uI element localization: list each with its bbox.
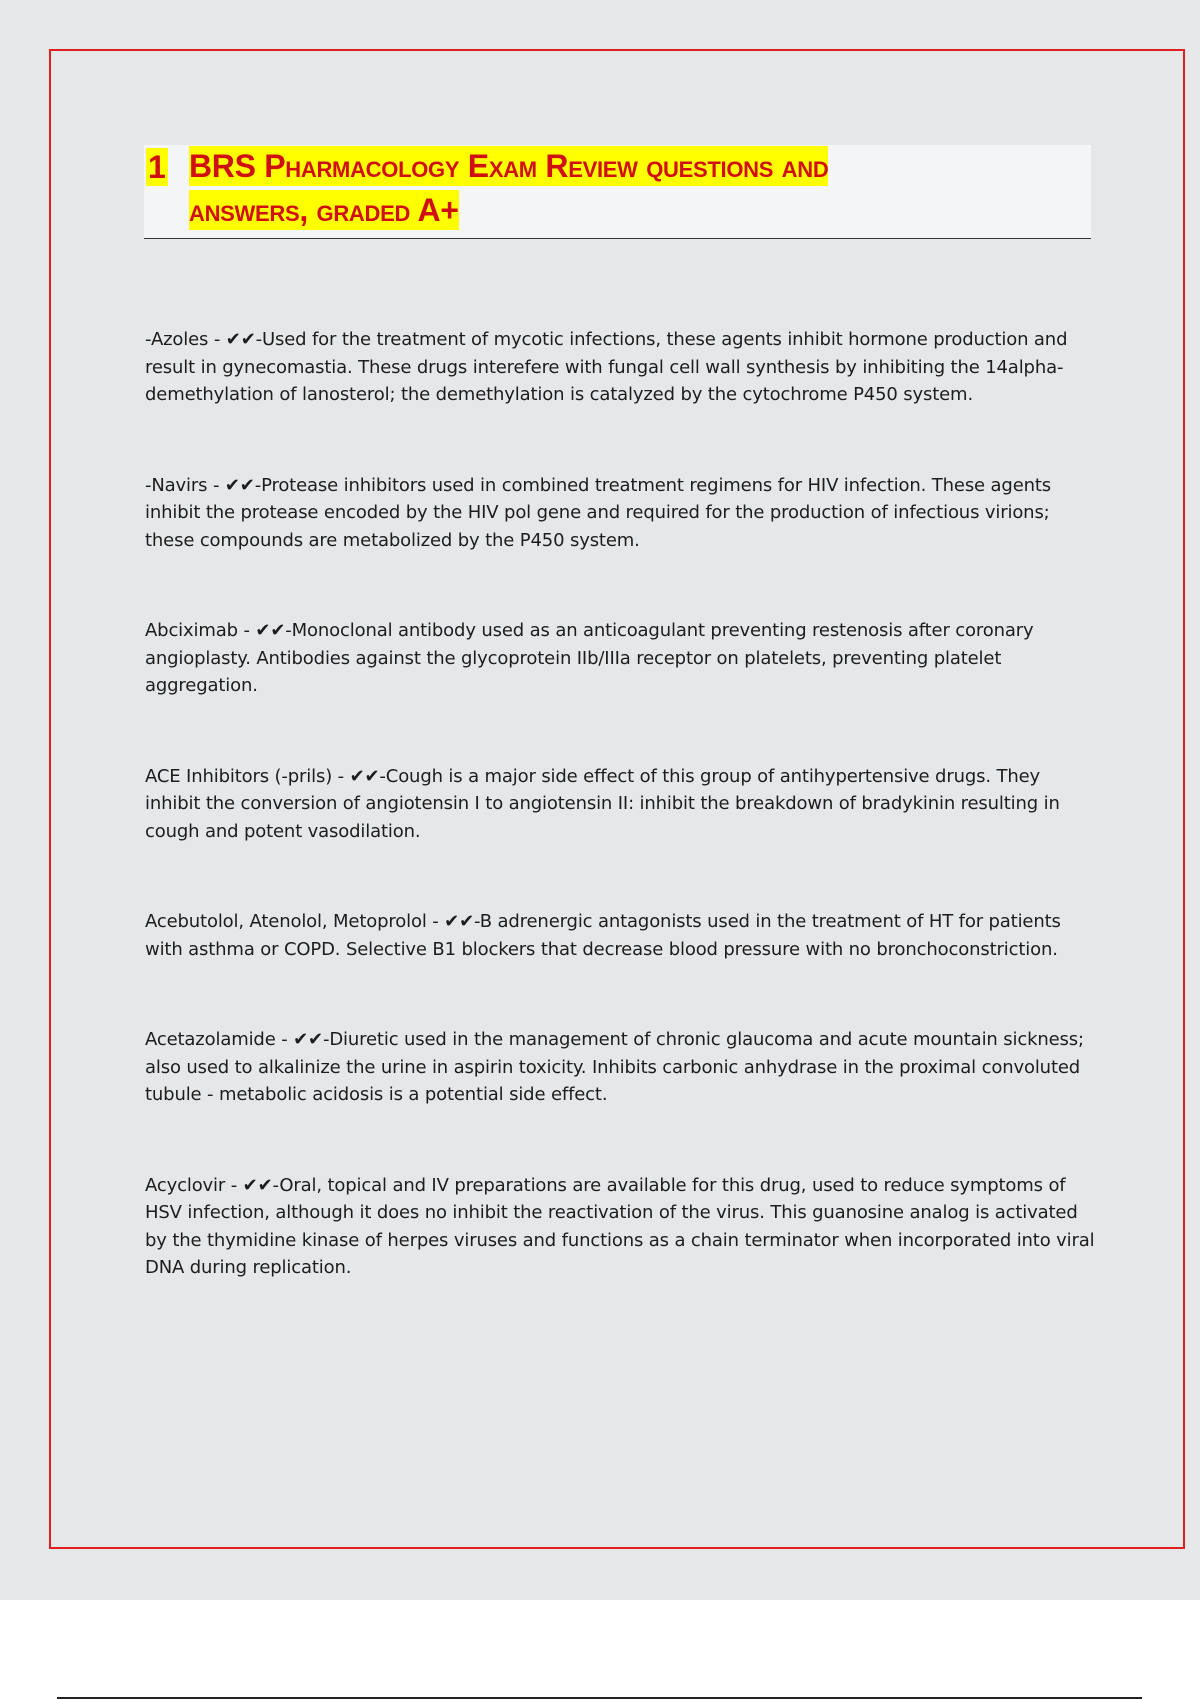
- entry-acebutolol: Acebutolol, Atenolol, Metoprolol - ✔✔-B adrenergic antagonists used in the treatment of HT for patients with asthma or COPD. Selective B1 blockers that decrease blood pressure with no bronchoconstriction.: [145, 911, 1061, 960]
- footer-rule: [57, 1697, 1142, 1699]
- entry-list: [145, 326, 1095, 1345]
- entry-abciximab: Abciximab - ✔✔-Monoclonal antibody used as an anticoagulant preventing restenosis after coronary angioplasty. Antibodies against the glycoprotein IIb/IIIa receptor on platelets, preventing platelet aggregation.: [145, 620, 1034, 696]
- heading-title-line-1: BRS Pharmacology Exam Review questions and: [189, 148, 829, 184]
- heading-number: 1: [148, 149, 166, 185]
- entry-navirs: -Navirs - ✔✔-Protease inhibitors used in combined treatment regimens for HIV infection. These agents inhibit the protease encoded by the HIV pol gene and required for the production of infectious virions; these compounds are metabolized by the P450 system.: [145, 474, 1052, 551]
- entry-azoles: -Azoles - ✔✔-Used for the treatment of mycotic infections, these agents inhibit hormone production and result in gynecomastia. These drugs interefere with fungal cell wall synthesis by inhibiting the 14alpha-demethylation of lanosterol; the demethylation is catalyzed by the cytochrome P450 system.: [145, 329, 1068, 405]
- heading-title-line-2: answers, graded A+: [189, 192, 459, 228]
- entry-acyclovir: Acyclovir - ✔✔-Oral, topical and IV preparations are available for this drug, used to reduce symptoms of HSV infection, although it does no inhibit the reactivation of the virus. This guanosine analog is activated by the thymidine kinase of herpes viruses and functions as a chain terminator when incorporated into viral DNA during replication.: [145, 1174, 1095, 1278]
- entry-ace-inhibitors: ACE Inhibitors (-prils) - ✔✔-Cough is a major side effect of this group of antihypertensive drugs. They inhibit the conversion of angiotensin I to angiotensin II: inhibit the breakdown of bradykinin resulting in cough and potent vasodilation.: [145, 765, 1060, 842]
- entry-acetazolamide: Acetazolamide - ✔✔-Diuretic used in the management of chronic glaucoma and acute mountain sickness; also used to alkalinize the urine in aspirin toxicity. Inhibits carbonic anhydrase in the proximal convoluted tubule - metabolic acidosis is a potential side effect.: [145, 1029, 1084, 1105]
